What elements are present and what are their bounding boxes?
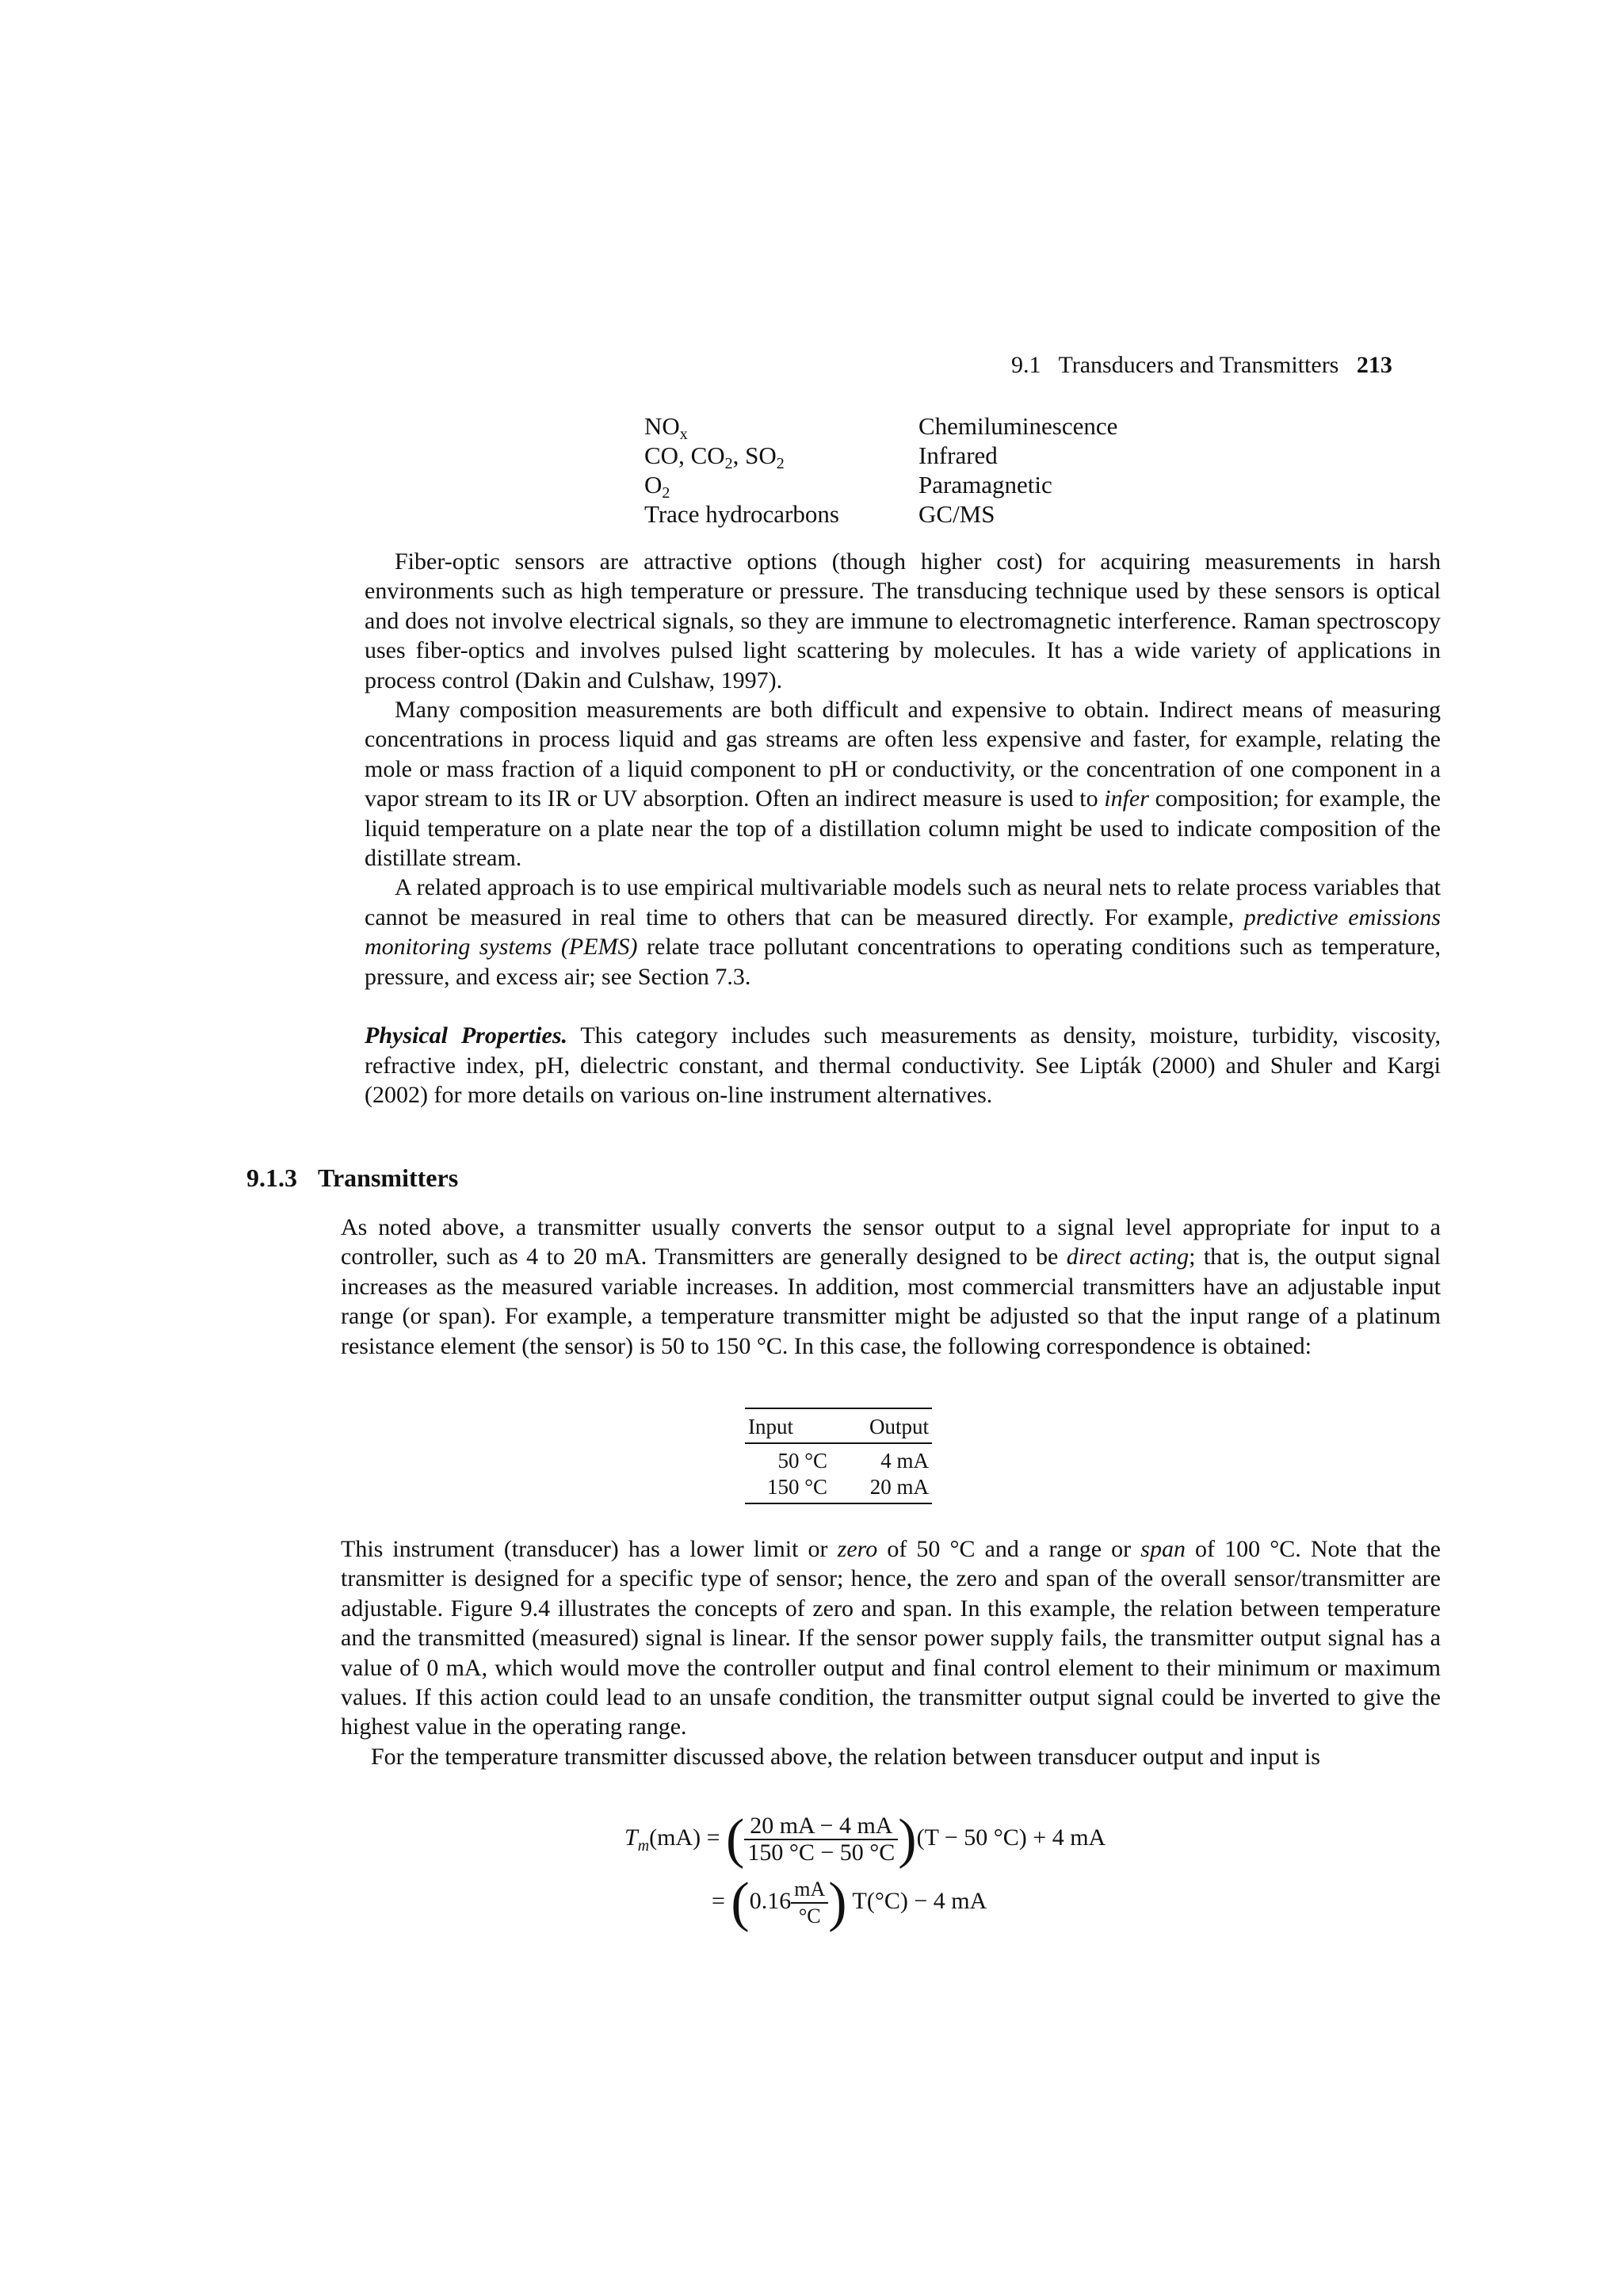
section-title: Transmitters (318, 1163, 459, 1192)
reagent-method: Infrared (918, 441, 998, 469)
reagent-method: Paramagnetic (918, 471, 1052, 499)
table-header-input: Input (748, 1415, 793, 1438)
section-number: 9.1.3 (246, 1163, 297, 1192)
running-header (1011, 352, 1392, 379)
reagent-method: GC/MS (918, 500, 995, 528)
body-block-2 (341, 1213, 1441, 1361)
paragraph-zero-span: This instrument (transducer) has a lower limit or zero of 50 °C and a range or span of 100 °C. Note that the transmitter is designed for a specific type of sensor; hence, the zero and span of the overall sensor/transmitter are adjustable. Figure 9.4 illustrates the concepts of zero and span. In this example, the relation between temperature and the transmitted (measured) signal is linear. If the sensor power supply fails, the transmitter output signal has a value of 0 mA, which would move the controller output and final control element to their minimum or maximum values. If this action could lead to an unsafe condition, the transmitter output signal could be inverted to give the highest value in the operating range. (341, 1536, 1441, 1740)
correspondence-table (745, 1408, 932, 1504)
paragraph-fiber-optic: Fiber-optic sensors are attractive options (though higher cost) for acquiring measurements in harsh environments such as high temperature or pressure. The transducing technique used by these sensors is optical and does not involve electrical signals, so they are immune to electromagnetic interference. Raman spectroscopy uses fiber-optics and involves pulsed light scattering by molecules. It has a wide variety of applications in process control (Dakin and Culshaw, 1997). (365, 548, 1441, 693)
reagent-name: $NO_x$ (644, 412, 688, 443)
table-header-output: Output (869, 1415, 929, 1438)
paragraph-transmitter-intro: As noted above, a transmitter usually converts the sensor output to a signal level appropriate for input to a controller, such as 4 to 20 mA. Transmitters are generally designed to be direct acting; that is, the output signal increases as the measured variable increases. In addition, most commercial transmitters have an adjustable input range (or span). For example, a temperature transmitter might be adjusted so that the input range of a platinum resistance element (the sensor) is 50 to 150 °C. In this case, the following correspondence is obtained: (341, 1214, 1442, 1359)
paragraph-physical-properties: Physical Properties. This category includes such measurements as density, moisture, turbidity, viscosity, refractive index, pH, dielectric constant, and thermal conductivity. See Lipták (2000) and Shuler and Kargi (2002) for more details on various on-line instrument alternatives. (365, 1022, 1441, 1108)
equation-line-2: = (0.16 $\frac{mA}{^\circ C}$ ) T(°C) − 4 mA (712, 1872, 987, 1933)
paragraph-relation: For the temperature transmitter discussed above, the relation between transducer output and input is (371, 1743, 1320, 1770)
header-title: Transducers and Transmitters (1058, 352, 1339, 378)
section-heading (246, 1163, 458, 1193)
paragraph-related-approach: A related approach is to use empirical multivariable models such as neural nets to relate process variables that cannot be measured in real time to others that can be measured directly. For example, predictive emissions monitoring systems (PEMS) relate trace pollutant concentrations to operating conditions such as temperature, pressure, and excess air; see Section 7.3. (365, 874, 1441, 990)
table-row: 50 °C 4 mA (777, 1449, 929, 1473)
reagent-name: CO, $CO_2$, $SO_2$ (644, 441, 785, 472)
page-number: 213 (1356, 352, 1392, 378)
body-block-3 (341, 1534, 1441, 1771)
table-row: 150 °C 20 mA (766, 1475, 929, 1499)
paragraph-composition: Many composition measurements are both difficult and expensive to obtain. Indirect means of measuring concentrations in process liquid and gas streams are often less expensive and faster, for example, relating the mole or mass fraction of a liquid component to pH or conductivity, or the concentration of one component in a vapor stream to its IR or UV absorption. Often an indirect measure is used to infer composition; for example, the liquid temperature on a plate near the top of a distillation column might be used to indicate composition of the distillate stream. (365, 697, 1441, 872)
body-block-1 (365, 547, 1441, 1110)
reagent-name: $O_2$ (644, 471, 670, 502)
reagent-name: Trace hydrocarbons (644, 500, 839, 528)
reagent-method: Chemiluminescence (918, 412, 1118, 440)
header-section: 9.1 (1011, 352, 1041, 378)
equation-line-1: $T_m(mA)$ = ( $\frac{20 mA - 4 mA}{150 ^\circ C - 50 ^\circ C}$ )(T − 50 °C) + 4 mA (624, 1809, 1106, 1870)
